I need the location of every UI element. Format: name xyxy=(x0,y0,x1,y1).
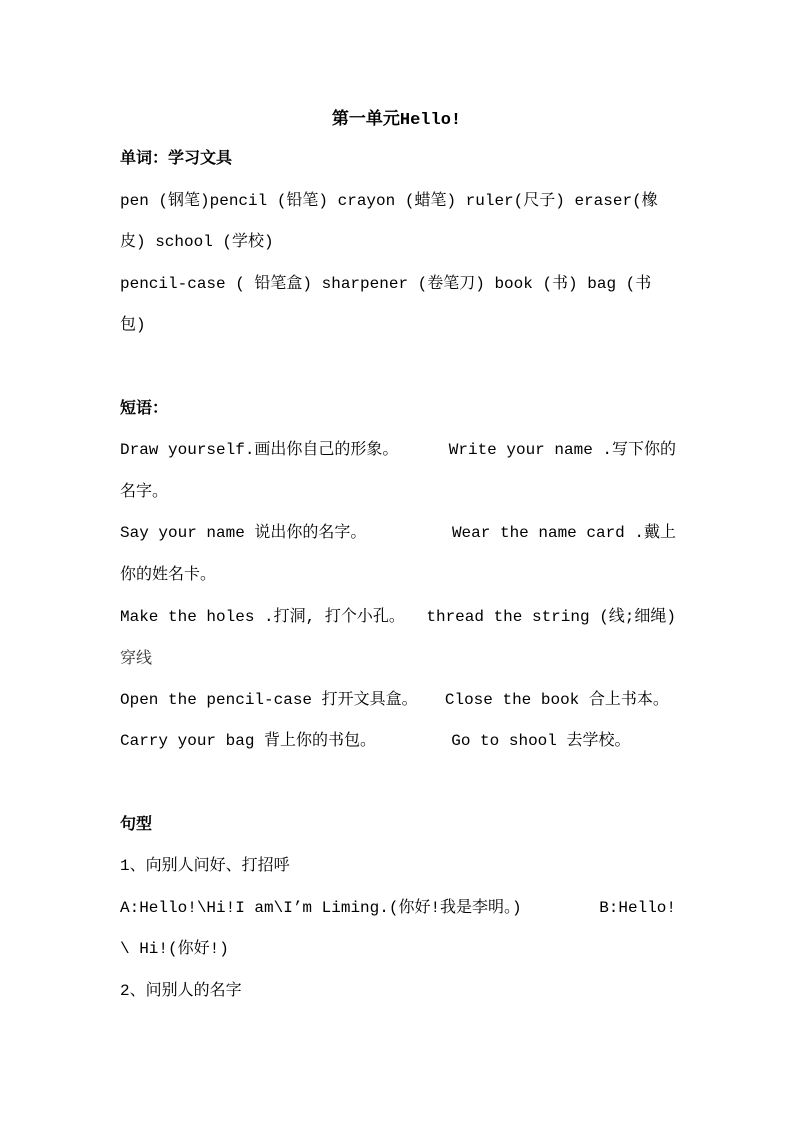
vocab-line: pencil-case ( 铅笔盒) sharpener (卷笔刀) book (书) bag (书 xyxy=(120,275,652,293)
sentence-row xyxy=(120,895,676,921)
page-title: 第一单元Hello! xyxy=(331,111,462,130)
sentences-heading: 句型 xyxy=(120,816,153,834)
phrase-text: Go to shool 去学校。 xyxy=(451,732,631,750)
phrase-row xyxy=(120,687,676,713)
phrases-heading: 短语： xyxy=(120,400,169,418)
sentence-text: A:Hello!\Hi!I am\I’m Liming.(你好!我是李明。) xyxy=(120,899,522,917)
phrase-row xyxy=(120,604,676,630)
phrase-text: 名字。 xyxy=(120,483,169,501)
vocab-line: 皮) school (学校) xyxy=(120,233,274,251)
phrase-text: Draw yourself.画出你自己的形象。 xyxy=(120,441,399,459)
phrase-text: Open the pencil-case 打开文具盒。 xyxy=(120,691,418,709)
phrase-text: Make the holes .打洞, 打个小孔。 xyxy=(120,608,405,626)
sentence-text: \ Hi!(你好!) xyxy=(120,940,229,958)
sentence-subheading: 2、问别人的名字 xyxy=(120,982,242,1000)
phrase-text: Say your name 说出你的名字。 xyxy=(120,524,367,542)
phrase-text: Wear the name card .戴上 xyxy=(451,524,676,542)
vocab-heading: 单词：学习文具 xyxy=(120,150,233,168)
phrase-row xyxy=(120,520,676,546)
sentence-text: B:Hello! xyxy=(599,899,676,917)
phrase-text: Write your name .写下你的 xyxy=(448,441,676,459)
phrase-text: Close the book 合上书本。 xyxy=(444,691,669,709)
phrase-text: Carry your bag 背上你的书包。 xyxy=(120,732,377,750)
phrase-row xyxy=(120,437,676,463)
phrase-text: thread the string (线;细绳) xyxy=(426,608,676,626)
phrase-text: 你的姓名卡。 xyxy=(120,566,217,584)
phrase-text: 穿线 xyxy=(120,650,153,668)
phrase-row xyxy=(120,728,676,754)
vocab-line: pen (钢笔)pencil (铅笔) crayon (蜡笔) ruler(尺子) eraser(橡 xyxy=(120,192,658,210)
vocab-line: 包) xyxy=(120,316,146,334)
sentence-subheading: 1、向别人问好、打招呼 xyxy=(120,857,290,875)
